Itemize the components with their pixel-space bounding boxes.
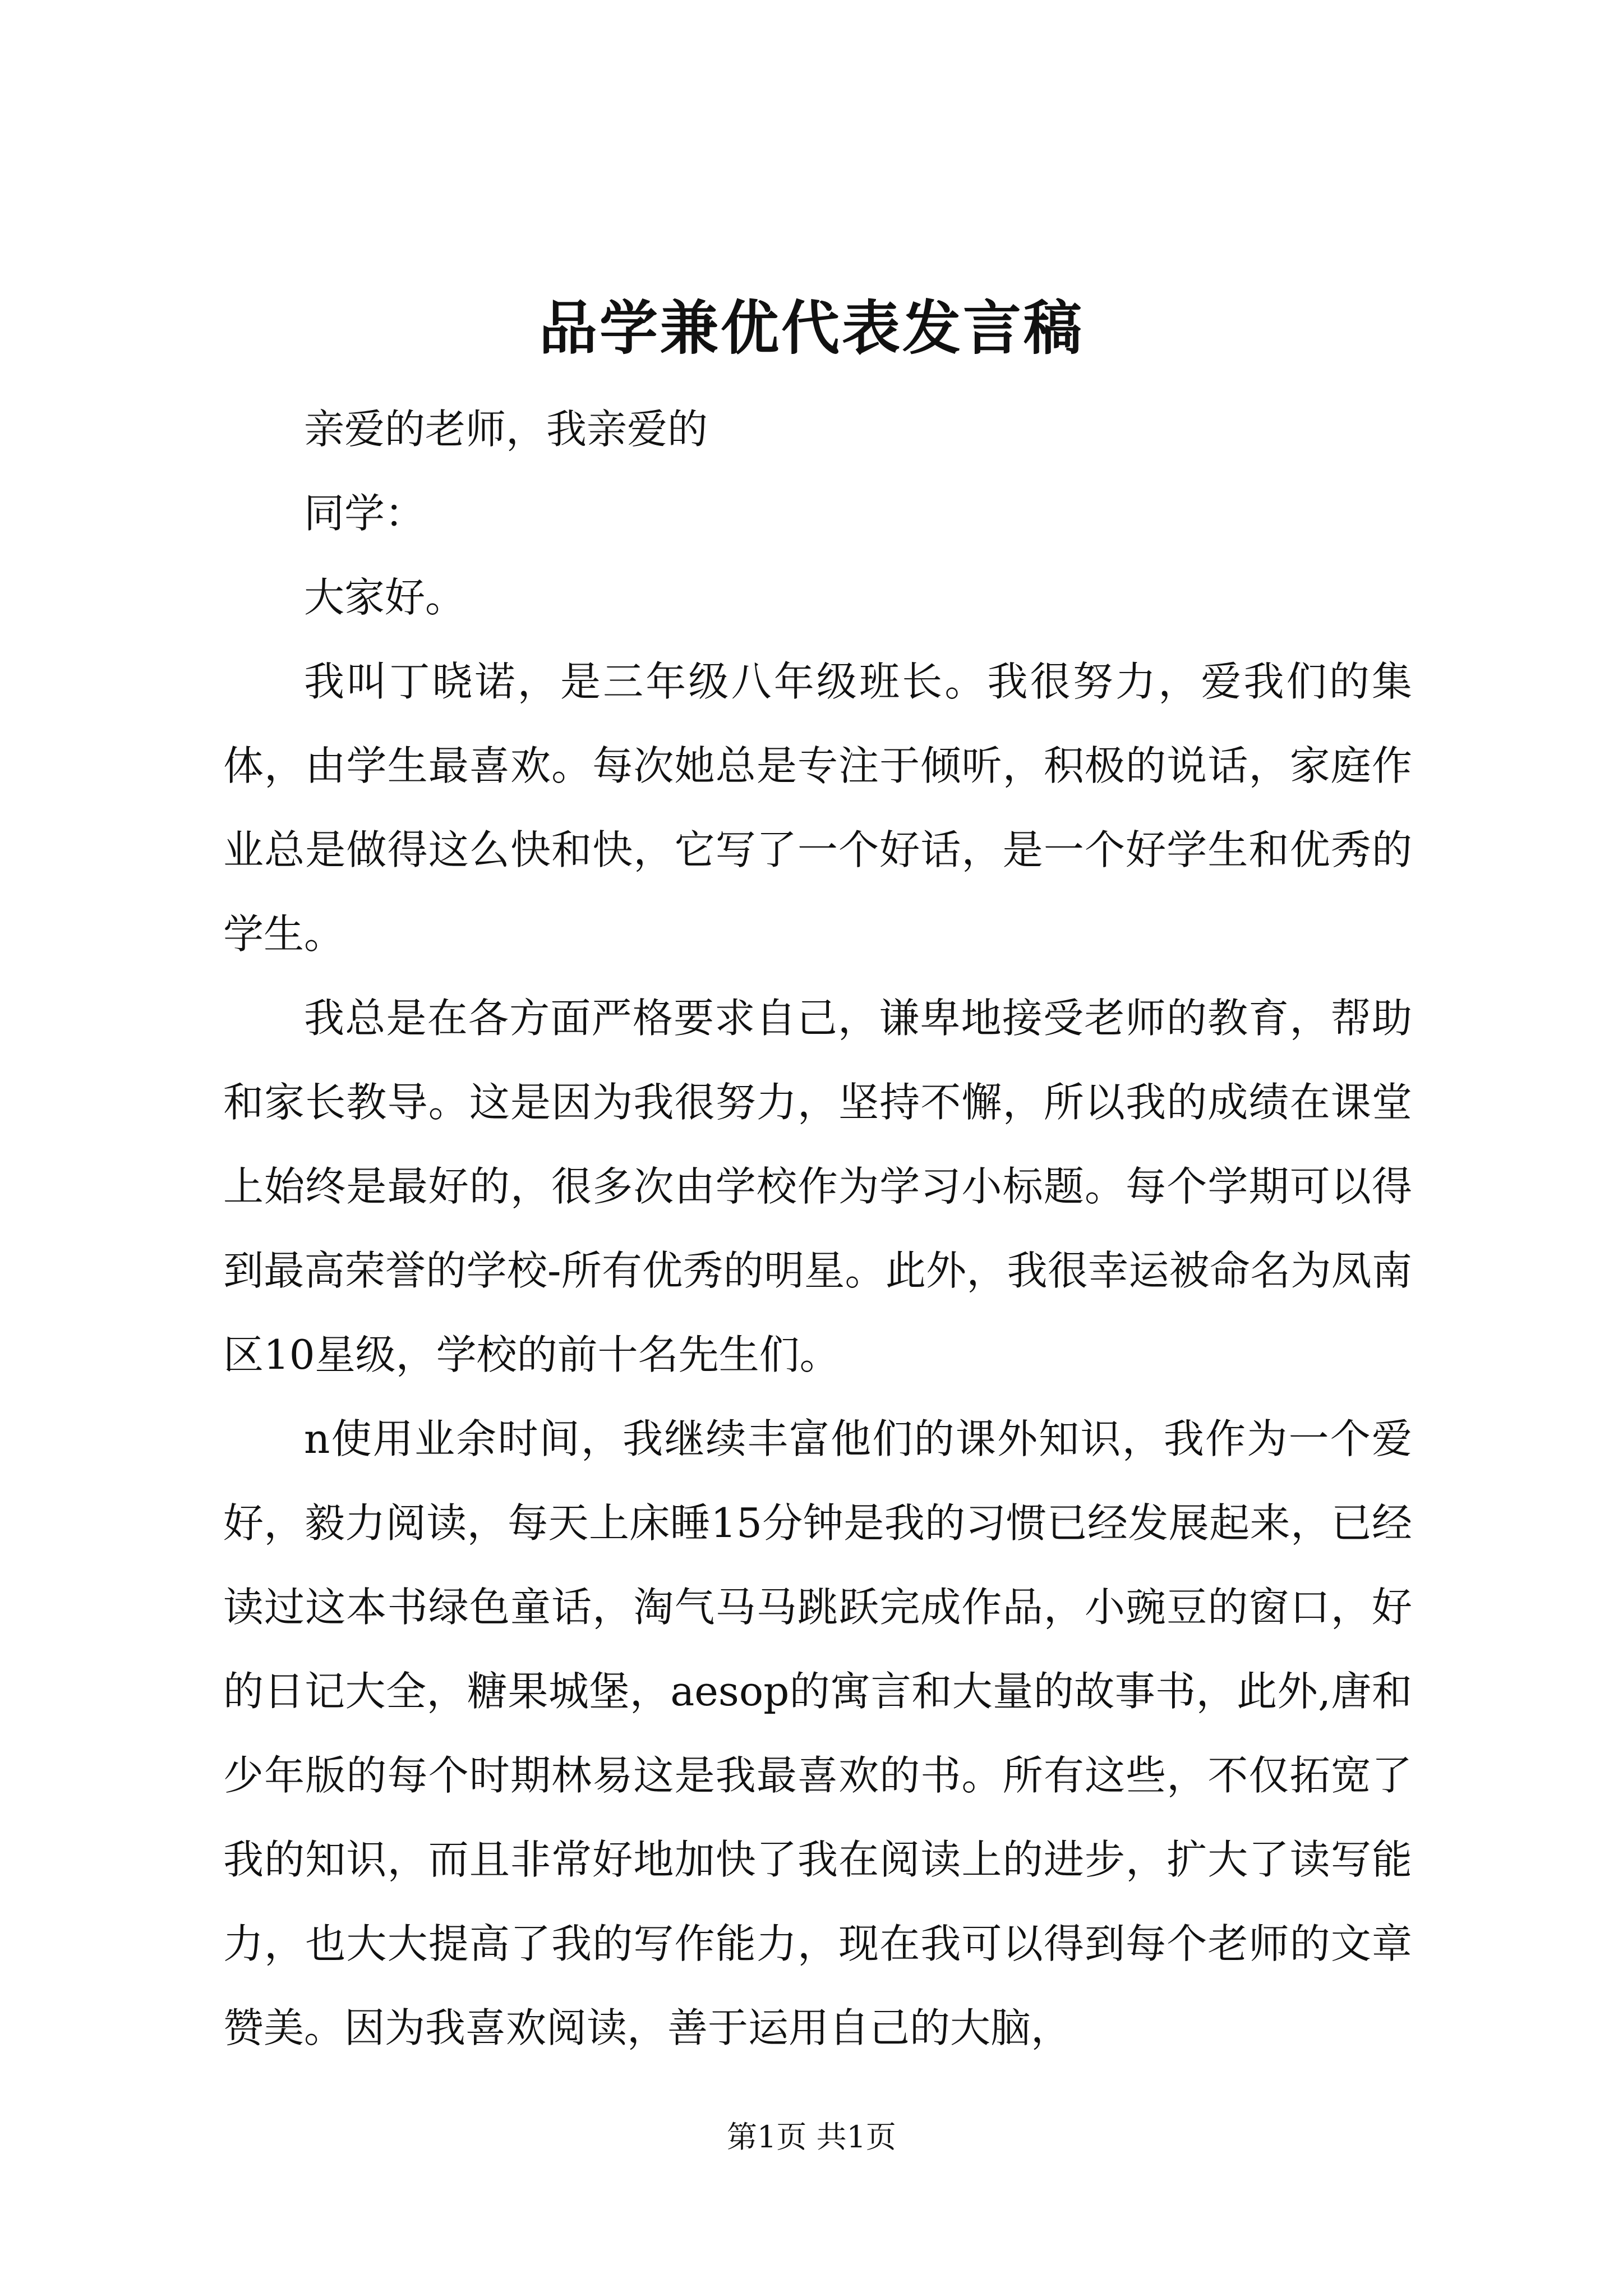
paragraph-greeting: 大家好。 (304, 574, 466, 621)
document-title: 品学兼优代表发言稿 (538, 293, 1084, 362)
document-body (223, 387, 1412, 2070)
paragraph-introduction: 我叫丁晓诺，是三年级八年级班长。我很努力，爱我们的集体，由学生最喜欢。每次她总是专注于倾听，积极的说话，家庭作业总是做得这么快和快，它写了一个好话，是一个好学生和优秀的学生。 (223, 658, 1412, 958)
page-footer: 第1页 共1页 (727, 2119, 896, 2155)
paragraph-salutation-cont: 同学： (304, 490, 426, 537)
paragraph-salutation: 亲爱的老师，我亲爱的 (304, 406, 708, 453)
paragraph-reading: n使用业余时间，我继续丰富他们的课外知识，我作为一个爱好，毅力阅读，每天上床睡15分钟是我的习惯已经发展起来，已经读过这本书绿色童话，淘气马马跳跃完成作品，小豌豆的窗口，好的日记大全，糖果城堡，aesop的寓言和大量的故事书，此外,唐和少年版的每个时期林易这是我最喜欢的书。所有这些，不仅拓宽了我的知识，而且非常好地加快了我在阅读上的进步，扩大了读写能力，也大大提高了我的写作能力，现在我可以得到每个老师的文章赞美。因为我喜欢阅读，善于运用自己的大脑， (223, 1415, 1412, 2051)
paragraph-achievements: 我总是在各方面严格要求自己，谦卑地接受老师的教育，帮助和家长教导。这是因为我很努力，坚持不懈，所以我的成绩在课堂上始终是最好的，很多次由学校作为学习小标题。每个学期可以得到最高荣誉的学校-所有优秀的明星。此外，我很幸运被命名为凤南区10星级，学校的前十名先生们。 (223, 995, 1412, 1378)
